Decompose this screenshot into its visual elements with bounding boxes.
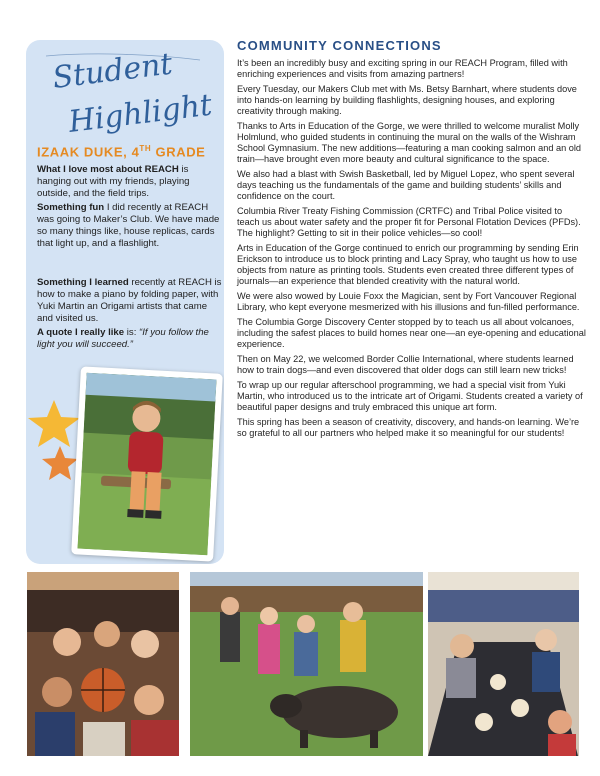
qa-something-fun: Something fun I did recently at REACH was going to Maker’s Club. We have made so many things like, house replicas, cards that light up, and a flashlight. — [37, 202, 220, 249]
article-paragraph: Thanks to Arts in Education of the Gorge, we were thrilled to welcome muralist Molly Holmlund, who guided students in continuing the mural on the walls of the Wishram School Gymnasium. The new additions—featuring a man cooking salmon and an old train—have brought even more beauty and cultural significance to the space. — [237, 121, 582, 164]
qa-something-learned: Something I learned recently at REACH is how to make a piano by folding paper, with Yuki Martin an Origami artists that came and visited us. — [37, 277, 222, 324]
article-paragraph: Then on May 22, we welcomed Border Collie International, where students learned how to train dogs—and even discovered that older dogs can still learn new tricks! — [237, 354, 574, 376]
article-paragraph: We were also wowed by Louie Foxx the Magician, sent by Fort Vancouver Regional Library, who kept everyone mesmerized with his illusions and fun-filled performance. — [237, 291, 580, 312]
article-paragraph: This spring has been a season of creativity, discovery, and hands-on learning. We’re so grateful to all our partners who helped make it so meaningful for our students! — [237, 417, 580, 439]
student-photo-frame — [71, 366, 223, 561]
article-heading: COMMUNITY CONNECTIONS — [237, 38, 442, 53]
article-paragraph: To wrap up our regular afterschool programming, we had a special visit from Yuki Martin, who introduced us to the intricate art of Origami. Students created a variety of beautiful paper designs and truly embraced this unique art form. — [237, 380, 583, 413]
article-paragraph: Every Tuesday, our Makers Club met with Ms. Betsy Barnhart, where students dove into hands-on learning by building flashlights, designing houses, and exploring creativity through making. — [237, 84, 577, 116]
star-icon — [42, 446, 78, 480]
qa-love-most: What I love most about REACH is hanging out with my friends, playing outside, and the field trips. — [37, 164, 190, 199]
article-paragraph: We also had a blast with Swish Basketball, led by Miguel Lopez, who spent several days teaching us the fundamentals of the game and building students’ skills and confidence on the court. — [237, 169, 575, 201]
article-paragraph: Arts in Education of the Gorge continued to enrich our programming by sending Erin Erickson to introduce us to block printing and Lacy Spray, who taught us how to use objects from nature as printing tools. Students even created three different types of journals—an experience that blended creativity with the natural world. — [237, 243, 579, 286]
star-icon — [28, 400, 80, 447]
community-connections-article — [237, 38, 587, 443]
student-photo — [77, 373, 216, 556]
article-paragraph: Columbia River Treaty Fishing Commission (CRTFC) and Tribal Police visited to teach us about water safety and the proper fit for Personal Flotation Devices (PFDs). The highlight? Getting to sit in their police vehicles—so cool! — [237, 206, 581, 238]
script-title-line1: Student — [50, 46, 175, 96]
script-title-line2: Highlight — [66, 87, 214, 140]
student-highlight-panel — [26, 40, 224, 564]
qa-favorite-quote: A quote I really like is: “If you follow the light you will succeed.” — [37, 327, 209, 350]
student-name-heading: IZAAK DUKE, 4TH GRADE — [37, 144, 206, 160]
photo-pizza-lunch — [428, 572, 579, 756]
student-highlight-title — [32, 46, 222, 146]
photo-basketball-huddle — [27, 572, 179, 756]
article-paragraph: It’s been an incredibly busy and exciting spring in our REACH Program, filled with enriching experiences and visits from amazing partners! — [237, 58, 568, 79]
photo-pig-visit — [190, 572, 423, 756]
article-paragraph: The Columbia Gorge Discovery Center stopped by to teach us all about volcanoes, including the safest places to build homes near one—an eye-opening and educational experience. — [237, 317, 586, 349]
